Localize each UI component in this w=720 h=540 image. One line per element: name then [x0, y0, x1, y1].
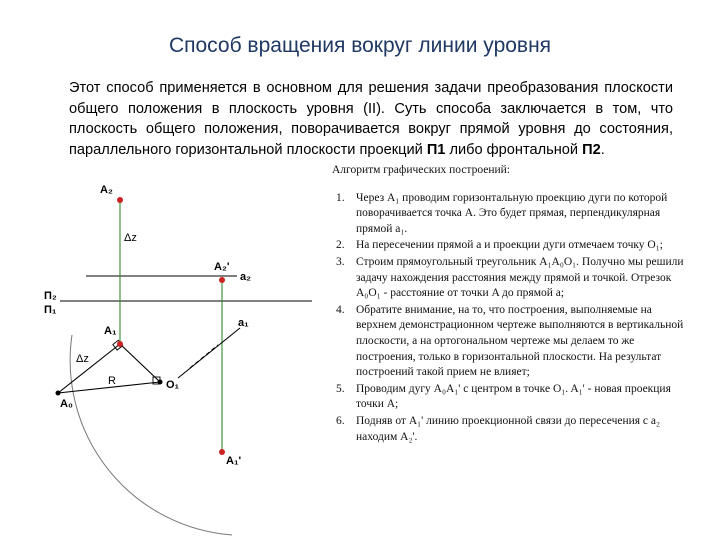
algorithm-step: 3. Строим прямоугольный треугольник A₁A₀O₁. Получно мы решили задачу нахождения расстояния между прямой и точкой. Отрезок A₀O₁ - расстояние от точки A до прямой a;: [336, 255, 684, 300]
algorithm-step: 4. Обратите внимание, на то, что построения, выполняемые на верхнем демонстрационном чертеже выполняются в вертикальной плоскости, а на ортогональном чертеже мы делаем то же построения, только в горизонтальной плоскости. На результат построений такой прием не влияет;: [336, 303, 684, 379]
point-A1-prime: [219, 449, 225, 455]
label-A0: A₀: [60, 398, 73, 410]
point-A2: [117, 197, 123, 203]
intro-p1: П1: [426, 141, 446, 158]
label-A2-prime: A₂': [214, 261, 230, 273]
label-a2: a₂: [240, 271, 252, 283]
algorithm-steps: [336, 191, 686, 446]
point-O1: [158, 380, 163, 385]
point-A0: [56, 391, 61, 396]
algorithm-step: 5. Проводим дугу A₀A₁' с центром в точке O₁. A₁' - новая проекция точки A;: [336, 382, 671, 411]
intro-p2: П2: [582, 141, 601, 158]
label-O1: O₁: [166, 379, 180, 391]
rotation-arc: [70, 335, 232, 535]
label-A1-prime: A₁': [226, 455, 242, 467]
algorithm-step: 1. Через A₁ проводим горизонтальную проекцию дуги по которой поворачивается точка A. Это будет прямая, перпендикулярная прямой a₁.: [336, 191, 668, 235]
label-dz-top: Δz: [124, 232, 137, 244]
segment-a1-o1: [120, 344, 160, 382]
label-P1: П₁: [44, 304, 57, 316]
label-a1: a₁: [238, 317, 249, 329]
label-R: R: [108, 375, 116, 387]
label-dz-left: Δz: [76, 353, 89, 365]
algorithm-title: Алгоритм графических построений:: [332, 164, 510, 176]
algorithm-block: [332, 163, 686, 446]
algorithm-step: 6. Подняв от A₁' линию проекционной связи до пересечения с a₂ находим A₂'.: [336, 414, 661, 443]
label-A2: A₂: [100, 184, 113, 196]
label-A1: A₁: [104, 325, 117, 337]
intro-text: Этот способ применяется в основном для решения задачи преобразования плоскости общего положения в плоскость уровня (II). Суть способа заключается в том, что плоскость общего положения, поворачивается вокруг прямой уровня до состояния, параллельного горизонтальной плоскости проекций: [69, 80, 673, 158]
intro-mid: либо фронтальной: [445, 141, 583, 158]
algorithm-step: 2. На пересечении прямой a и проекции дуги отмечаем точку O₁;: [336, 239, 663, 252]
intro-end: .: [600, 141, 605, 158]
point-A1: [117, 341, 123, 347]
page-title: Способ вращения вокруг линии уровня: [168, 34, 552, 57]
point-A2-prime: [219, 277, 225, 283]
label-P2: П₂: [44, 290, 57, 302]
